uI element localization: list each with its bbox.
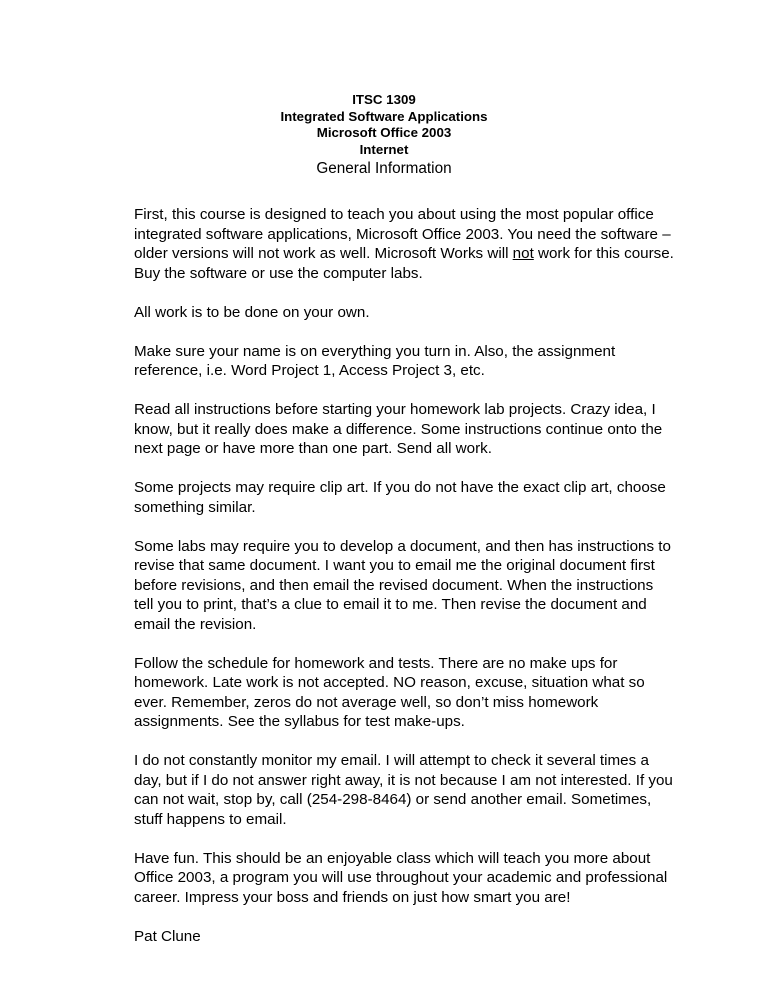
paragraph-schedule: Follow the schedule for homework and tests. There are no make ups for homework. Late work is not accepted. NO reason, excuse, situation what so ever. Remember, zeros do not average well, so don’t miss homework assignments. See the syllabus for test make-ups. bbox=[134, 654, 645, 730]
document-body bbox=[134, 205, 674, 966]
paragraph-text: work for this course. Buy the software or use the computer labs. bbox=[134, 245, 674, 282]
paragraph-own-work: All work is to be done on your own. bbox=[134, 303, 370, 321]
document-subtitle: General Information bbox=[316, 160, 452, 177]
delivery-mode: Internet bbox=[359, 141, 409, 157]
signature-name: Pat Clune bbox=[134, 927, 201, 945]
paragraph-have-fun: Have fun. This should be an enjoyable class which will teach you more about Office 2003, a program you will use throughout your academic and professional career. Impress your boss and friends on just how smart you are! bbox=[134, 849, 668, 906]
paragraph-software-requirements bbox=[134, 205, 674, 283]
paragraph-email: I do not constantly monitor my email. I will attempt to check it several times a day, but if I do not answer right away, it is not because I am not interested. If you can not wait, stop by, call (254-298-8464) or send another email. Sometimes, stuff happens to email. bbox=[134, 752, 673, 828]
document-header bbox=[0, 92, 768, 178]
paragraph-text: First, this course is designed to teach you about using the most popular office integrated software applications, Microsoft Office 2003. You need the software – older versions will not work as well. Microsoft Works will bbox=[134, 206, 671, 262]
software-name: Microsoft Office 2003 bbox=[316, 125, 452, 140]
paragraph-read-instructions: Read all instructions before starting your homework lab projects. Crazy idea, I know, but it really does make a difference. Some instructions continue onto the next page or have more than one part. Send all work. bbox=[134, 401, 663, 457]
paragraph-revisions: Some labs may require you to develop a document, and then has instructions to revise that same document. I want you to email me the original document first before revisions, and then email the revised document. When the instructions tell you to print, that’s a clue to email it to me. Then revise the document and email the revision. bbox=[134, 537, 671, 633]
underlined-emphasis: not bbox=[512, 245, 534, 262]
paragraph-clip-art: Some projects may require clip art. If you do not have the exact clip art, choose something similar. bbox=[134, 479, 666, 516]
course-code: ITSC 1309 bbox=[352, 92, 416, 107]
course-name: Integrated Software Applications bbox=[280, 108, 488, 124]
paragraph-name-on-work: Make sure your name is on everything you turn in. Also, the assignment reference, i.e. Word Project 1, Access Project 3, etc. bbox=[134, 342, 616, 379]
